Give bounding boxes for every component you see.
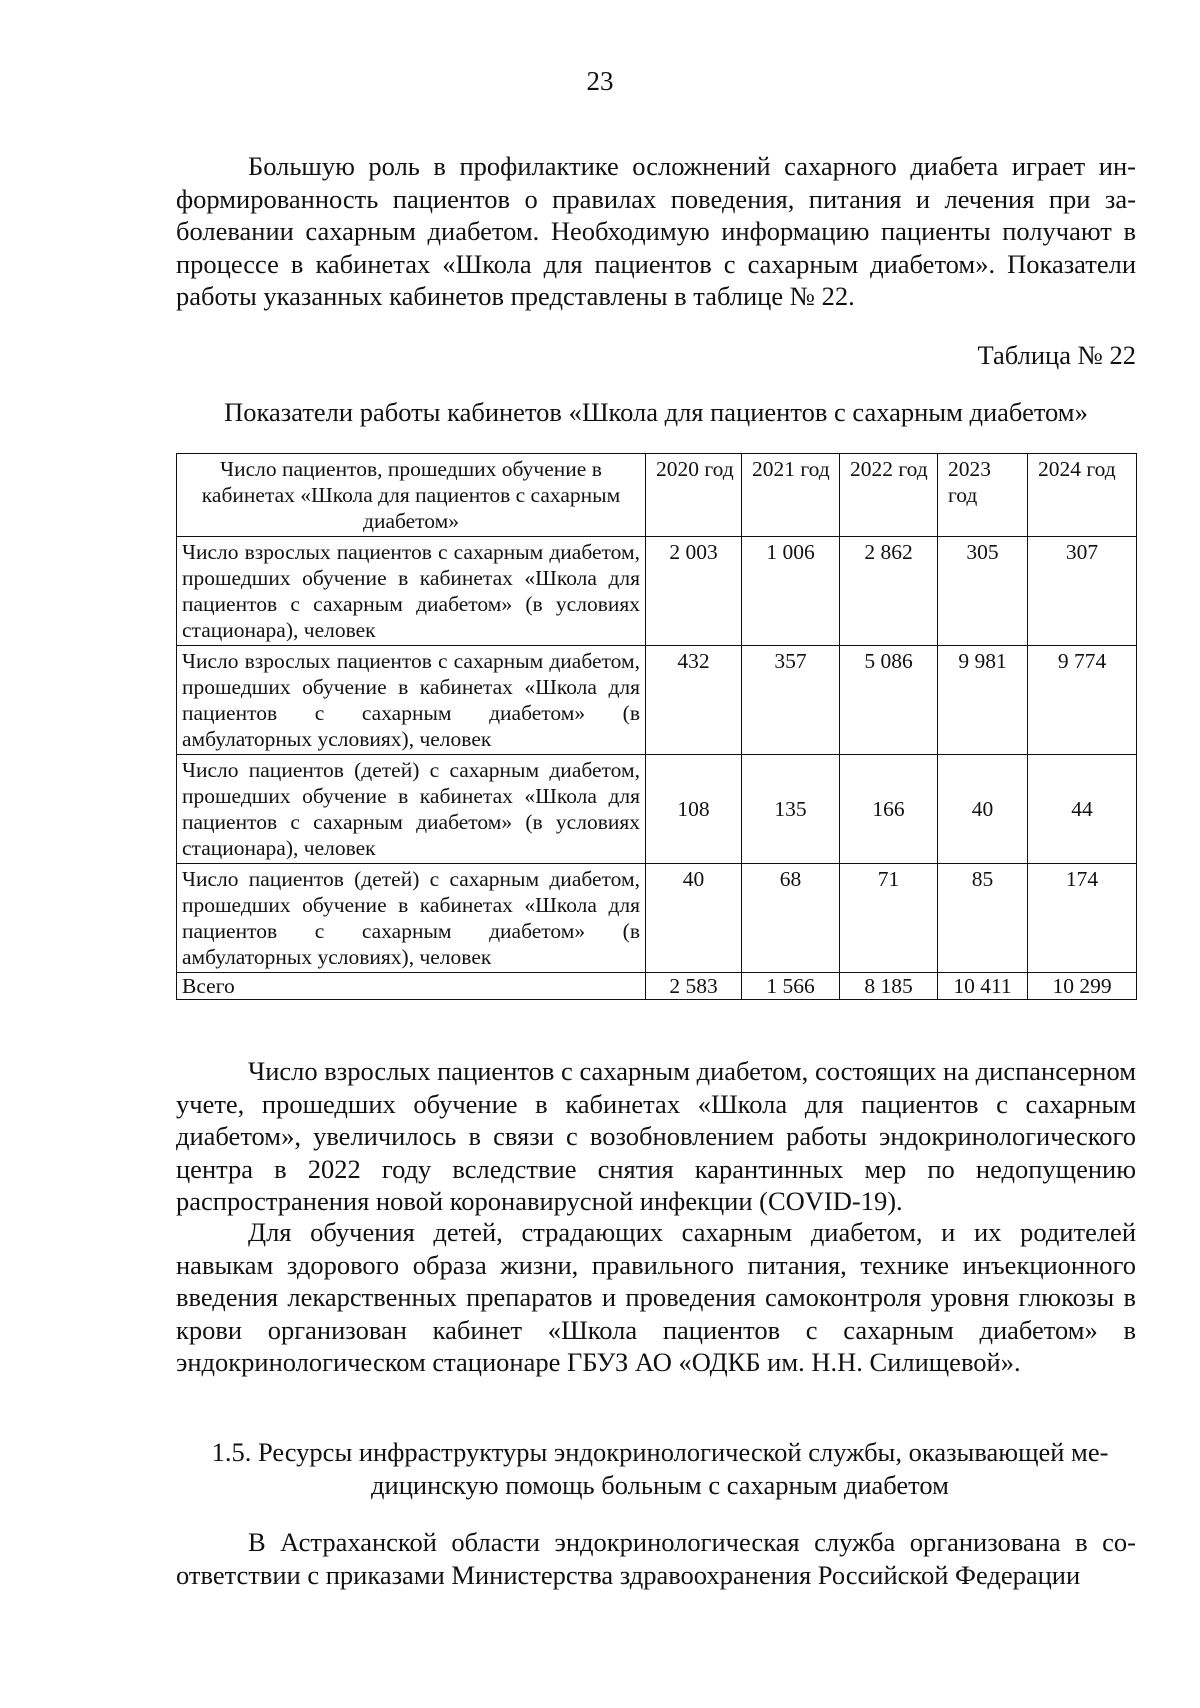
- row-value: 71: [840, 864, 938, 973]
- row-label: Число взрослых пациентов с сахарным диабетом, прошедших обучение в кабинетах «Школа для пациентов с сахарным диабетом» (в амбулаторных условиях), человек: [177, 646, 646, 755]
- row-value: 2 003: [646, 537, 742, 646]
- row-value: 44: [1028, 755, 1137, 864]
- header-year: 2020 год: [646, 454, 742, 537]
- row-label: Число пациентов (детей) с сахарным диабетом, прошедших обучение в кабинетах «Школа для пациентов с сахарным диабетом» (в условиях стационара), человек: [177, 755, 646, 864]
- table-row: [177, 537, 1137, 646]
- row-value: 166: [840, 755, 938, 864]
- row-value: 135: [742, 755, 840, 864]
- row-value: 40: [938, 755, 1028, 864]
- row-value: 307: [1028, 537, 1137, 646]
- row-value: 108: [646, 755, 742, 864]
- total-value: 10 411: [938, 973, 1028, 1000]
- table-row: [177, 755, 1137, 864]
- row-label: Число взрослых пациентов с сахарным диабетом, прошедших обучение в кабинетах «Школа для пациентов с сахарным диабетом» (в условиях стационара), человек: [177, 537, 646, 646]
- row-value: 9 774: [1028, 646, 1137, 755]
- row-value: 68: [742, 864, 840, 973]
- total-value: 2 583: [646, 973, 742, 1000]
- row-label: Число пациентов (детей) с сахарным диабетом, прошедших обучение в кабинетах «Школа для пациентов с сахарным диабетом» (в амбулаторных условиях), человек: [177, 864, 646, 973]
- header-year: 2023 год: [938, 454, 1028, 537]
- table-header-row: [177, 454, 1137, 537]
- total-value: 10 299: [1028, 973, 1137, 1000]
- row-value: 9 981: [938, 646, 1028, 755]
- total-label: Всего: [177, 973, 646, 1000]
- row-value: 1 006: [742, 537, 840, 646]
- total-value: 1 566: [742, 973, 840, 1000]
- paragraph-after-table: Число взрослых пациентов с сахарным диабетом, состоящих на диспансерном учете, прошедших обучение в кабинетах «Школа для пациентов с сахарным диабетом», увеличилось в связи с возобновлением работы эндокринологического центра в 2022 году вследствие снятия карантинных мер по недопущению распространения новой коронавирусной инфекции (COVID-19).: [176, 1056, 1136, 1216]
- table-total-row: [177, 973, 1137, 1000]
- row-value: 5 086: [840, 646, 938, 755]
- paragraph-children: Для обучения детей, страдающих сахарным диабетом, и их родителей навыкам здорового образа жизни, правильного питания, технике инъекционного введения лекарственных препаратов и проведения самоконтроля уровня глюкозы в крови организован кабинет «Школа пациентов с сахарным диабетом» в эндокринологическом стационаре ГБУЗ АО «ОДКБ им. Н.Н. Силищевой».: [176, 1217, 1136, 1377]
- intro-paragraph: Большую роль в профилактике осложнений сахарного диабета играет информированность пациентов о правилах поведения, питания и лечения при заболевании сахарным диабетом. Необходимую информацию пациенты получают в процессе в кабинетах «Школа для пациентов с сахарным диабетом». Показатели работы указанных кабинетов представлены в таблице № 22.: [176, 151, 1136, 311]
- header-year: 2022 год: [840, 454, 938, 537]
- table-label: Таблица № 22: [977, 340, 1136, 370]
- table-title: Показатели работы кабинетов «Школа для пациентов с сахарным диабетом»: [224, 397, 1088, 427]
- row-value: 85: [938, 864, 1028, 973]
- header-description: Число пациентов, прошедших обучение в кабинетах «Школа для пациентов с сахарным диабетом»: [177, 454, 646, 537]
- row-value: 2 862: [840, 537, 938, 646]
- row-value: 40: [646, 864, 742, 973]
- section-heading: 1.5. Ресурсы инфраструктуры эндокринологической службы, оказывающей медицинскую помощь больным с сахарным диабетом: [211, 1437, 1109, 1500]
- statistics-table: [176, 453, 1137, 1000]
- table-row: [177, 646, 1137, 755]
- row-value: 432: [646, 646, 742, 755]
- paragraph-final: В Астраханской области эндокринологическая служба организована в соответствии с приказами Министерства здравоохранения Российской Федерации: [176, 1527, 1136, 1590]
- page-number: 23: [586, 66, 614, 96]
- row-value: 174: [1028, 864, 1137, 973]
- total-value: 8 185: [840, 973, 938, 1000]
- table-row: [177, 864, 1137, 973]
- row-value: 357: [742, 646, 840, 755]
- header-year: 2021 год: [742, 454, 840, 537]
- row-value: 305: [938, 537, 1028, 646]
- header-year: 2024 год: [1028, 454, 1137, 537]
